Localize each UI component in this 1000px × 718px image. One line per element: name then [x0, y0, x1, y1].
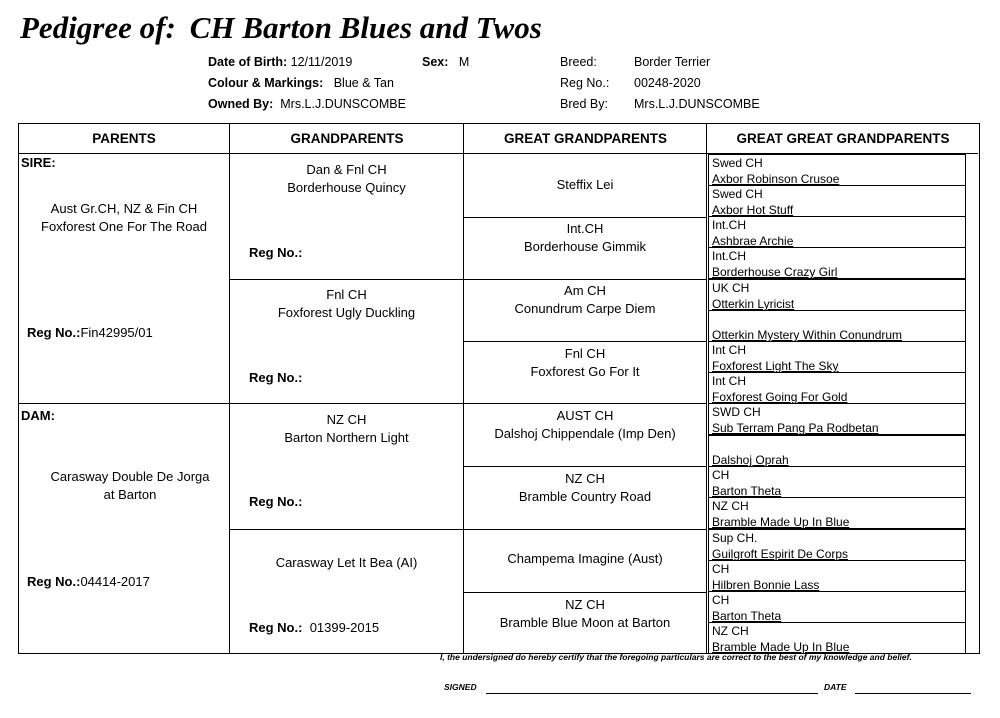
great-grandparent-name: Bramble Country Road [518, 489, 652, 504]
colour-value: Blue & Tan [333, 76, 394, 90]
bred-label: Bred By: [560, 97, 608, 111]
sire-label: SIRE: [21, 155, 56, 170]
signature-line[interactable] [486, 693, 818, 694]
grandparent-title: Fnl CH [326, 287, 367, 302]
ggp-name: Barton Theta [712, 609, 782, 623]
grandparent-reg [249, 494, 302, 509]
ggp-name: Bramble Made Up In Blue [712, 640, 850, 654]
ggp-cell [708, 529, 966, 561]
great-grandparent-title: Int.CH [566, 221, 604, 236]
grandparent-title: NZ CH [326, 412, 367, 427]
grandparent-name: Borderhouse Quincy [287, 180, 406, 195]
ggp-title: CH [712, 593, 730, 607]
breed-label: Breed: [560, 55, 597, 69]
great-grandparent-name: Champema Imagine (Aust) [507, 551, 663, 566]
great-grandparent-name: Steffix Lei [556, 177, 614, 192]
colour-label: Colour & Markings: [208, 76, 324, 90]
ggp-name: Axbor Hot Stuff [712, 203, 794, 217]
dob-value: 12/11/2019 [290, 55, 353, 69]
reg-no-label: Reg No.: [249, 620, 303, 635]
great-grandparent-title: AUST CH [556, 408, 614, 423]
reg-no-label: Reg No.: [27, 574, 81, 589]
grandparent-reg [249, 620, 379, 635]
grandparent-name: Carasway Let It Bea (AI) [275, 555, 418, 570]
great-grandparent-name: Borderhouse Gimmik [523, 239, 647, 254]
reg-no-value: Fin42995/01 [80, 325, 153, 340]
reg-no-value: 04414-2017 [80, 574, 150, 589]
reg-no-value: 01399-2015 [309, 620, 380, 635]
ggp-title: Int CH [712, 343, 747, 357]
row-divider [229, 279, 463, 280]
row-divider [463, 217, 706, 218]
grandparent-title: Dan & Fnl CH [306, 162, 387, 177]
row-divider [463, 403, 706, 404]
ggp-name: Otterkin Mystery Within Conundrum [712, 328, 903, 342]
signed-label: SIGNED [444, 682, 477, 692]
ggp-cell [708, 341, 966, 373]
grandparent-name: Barton Northern Light [284, 430, 409, 445]
col-header-great-grandparents: GREAT GRANDPARENTS [503, 131, 667, 146]
col-header-great-great-grandparents: GREAT GREAT GRANDPARENTS [736, 131, 950, 146]
ggp-name: Bramble Made Up In Blue [712, 515, 850, 529]
great-grandparent-title: Am CH [564, 283, 606, 298]
pedigree-table [18, 123, 980, 654]
ggp-name: Foxforest Going For Gold [712, 390, 848, 404]
ggp-title: Int.CH [712, 249, 747, 263]
row-divider [463, 466, 706, 467]
breed-value: Border Terrier [634, 55, 711, 69]
col-header-parents: PARENTS [92, 131, 156, 146]
ggp-cell [708, 185, 966, 217]
dob-label: Date of Birth: [208, 55, 288, 69]
ggp-name: Guilgroft Espirit De Corps [712, 547, 849, 561]
ggp-title [712, 311, 965, 327]
ggp-cell [708, 279, 966, 311]
ggp-cell [708, 466, 966, 498]
ggp-cell [708, 216, 966, 248]
row-divider [19, 403, 229, 404]
ggp-name: Dalshoj Oprah [712, 453, 789, 467]
ggp-cell [708, 560, 966, 592]
ggp-title: Sup CH. [712, 531, 758, 545]
ggp-name: Hilbren Bonnie Lass [712, 578, 820, 592]
ggp-name: Ashbrae Archie [712, 234, 794, 248]
ggp-cell [708, 247, 966, 279]
sire-title: Aust Gr.CH, NZ & Fin CH [50, 201, 198, 216]
sex-label: Sex: [422, 55, 449, 69]
ggp-title: Swed CH [712, 156, 763, 170]
ggp-cell [708, 622, 966, 654]
col-header-grandparents: GRANDPARENTS [290, 131, 404, 146]
reg-no-label: Reg No.: [249, 245, 303, 260]
row-divider [229, 529, 463, 530]
reg-value: 00248-2020 [634, 76, 701, 90]
ggp-cell [708, 435, 966, 467]
row-divider [463, 529, 706, 530]
date-label: DATE [824, 682, 847, 692]
dam-label: DAM: [21, 408, 55, 423]
dob-row [208, 55, 352, 69]
great-grandparent-name: Conundrum Carpe Diem [514, 301, 656, 316]
colour-row [208, 76, 394, 90]
great-grandparent-title: NZ CH [565, 597, 605, 612]
ggp-title: NZ CH [712, 499, 749, 513]
reg-no-label: Reg No.: [27, 325, 81, 340]
ggp-cell [708, 497, 966, 529]
grandparent-reg [249, 370, 302, 385]
ggp-title [712, 436, 965, 452]
ggp-cell [708, 372, 966, 404]
ggp-title: UK CH [712, 281, 750, 295]
ggp-title: Swed CH [712, 187, 763, 201]
row-divider [463, 341, 706, 342]
dam-name: Carasway Double De Jorga at Barton [50, 469, 210, 502]
ggp-cell [708, 591, 966, 623]
row-divider [229, 403, 463, 404]
ggp-name: Otterkin Lyricist [712, 297, 795, 311]
sex-value: M [458, 55, 470, 69]
owned-label: Owned By: [208, 97, 274, 111]
ggp-name: Borderhouse Crazy Girl [712, 265, 838, 279]
great-grandparent-name: Bramble Blue Moon at Barton [499, 615, 671, 630]
owned-value: Mrs.L.J.DUNSCOMBE [280, 97, 406, 111]
page-title [20, 10, 542, 46]
reg-label: Reg No.: [560, 76, 610, 90]
row-divider [463, 279, 706, 280]
reg-no-label: Reg No.: [249, 370, 303, 385]
title-prefix: Pedigree of: [20, 10, 176, 45]
great-grandparent-title: Fnl CH [564, 346, 606, 361]
ggp-cell [708, 154, 966, 186]
ggp-title: Int.CH [712, 218, 747, 232]
grandparent-name: Foxforest Ugly Duckling [277, 305, 416, 320]
reg-no-label: Reg No.: [249, 494, 303, 509]
dam-reg [27, 574, 150, 589]
bred-value: Mrs.L.J.DUNSCOMBE [634, 97, 760, 111]
row-divider [463, 592, 706, 593]
grandparent-reg [249, 245, 302, 260]
ggp-cell [708, 403, 966, 435]
sire-name: Foxforest One For The Road [41, 219, 207, 234]
column-divider [463, 124, 464, 653]
dog-name: CH Barton Blues and Twos [189, 10, 542, 45]
ggp-title: NZ CH [712, 624, 749, 638]
sex-row [422, 55, 469, 69]
great-grandparent-name: Dalshoj Chippendale (Imp Den) [494, 426, 676, 441]
ggp-name: Sub Terram Pang Pa Rodbetan [712, 421, 879, 435]
date-line[interactable] [855, 693, 971, 694]
great-grandparent-title: NZ CH [565, 471, 605, 486]
great-grandparent-name: Foxforest Go For It [530, 364, 640, 379]
owned-row [208, 97, 406, 111]
ggp-title: CH [712, 562, 730, 576]
column-divider [229, 124, 230, 653]
ggp-title: CH [712, 468, 730, 482]
ggp-title: Int CH [712, 374, 747, 388]
ggp-title: SWD CH [712, 405, 761, 419]
ggp-name: Barton Theta [712, 484, 782, 498]
ggp-cell [708, 310, 966, 342]
column-divider [706, 124, 707, 653]
ggp-name: Foxforest Light The Sky [712, 359, 839, 373]
sire-reg [27, 325, 153, 340]
certification-statement: I, the undersigned do hereby certify that the foregoing particulars are correct to the best of my knowledge and belief. [440, 652, 912, 662]
ggp-name: Axbor Robinson Crusoe [712, 172, 840, 186]
